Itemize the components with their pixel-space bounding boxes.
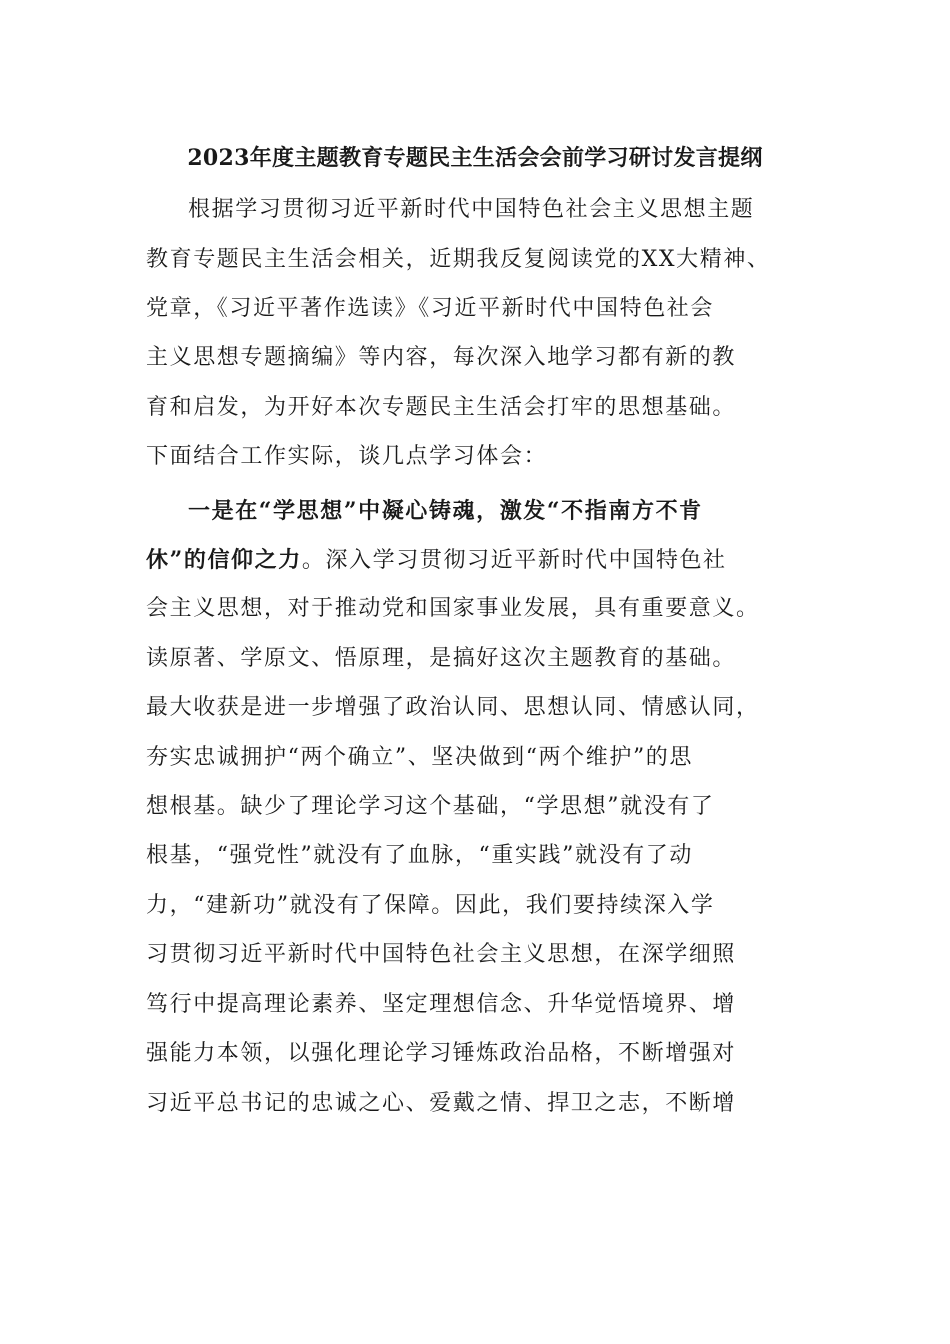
intro-line: 党章，《习近平著作选读》《习近平新时代中国特色社会 (146, 296, 715, 321)
intro-line: 根据学习贯彻习近平新时代中国特色社会主义思想主题 (188, 197, 755, 222)
intro-line: 下面结合工作实际，谈几点学习体会： (146, 444, 548, 469)
section1-heading: 一是在“学思想”中凝心铸魂，激发“不指南方不肯 (188, 498, 703, 524)
section1-body-line: 根基，“强党性”就没有了血脉，“重实践”就没有了动 (146, 843, 693, 868)
section1-body-line: 习近平总书记的忠诚之心、爱戴之情、捍卫之志，不断增 (146, 1091, 737, 1116)
section1-body-line: 会主义思想，对于推动党和国家事业发展，具有重要意义。 (146, 596, 760, 621)
section1-body-line: 读原著、学原文、悟原理，是搞好这次主题教育的基础。 (146, 646, 737, 671)
intro-line: 主义思想专题摘编》等内容，每次深入地学习都有新的教 (146, 345, 737, 370)
section1-heading-continuation (146, 540, 727, 581)
section1-body-line: 想根基。缺少了理论学习这个基础，“学思想”就没有了 (146, 794, 715, 819)
section1-body-start: 。深入学习贯彻习近平新时代中国特色社 (301, 548, 727, 573)
section1-body-line: 笃行中提高理论素养、坚定理想信念、升华觉悟境界、增 (146, 992, 737, 1017)
intro-line: 育和启发，为开好本次专题民主生活会打牢的思想基础。 (146, 395, 737, 420)
document-title: 2023年度主题教育专题民主生活会会前学习研讨发言提纲 (187, 145, 763, 171)
section1-body-line: 强能力本领，以强化理论学习锤炼政治品格，不断增强对 (146, 1041, 737, 1066)
section1-body-line: 最大收获是进一步增强了政治认同、思想认同、情感认同， (146, 695, 760, 720)
section1-heading-tail: 休”的信仰之力 (146, 547, 302, 573)
intro-line: 教育专题民主生活会相关，近期我反复阅读党的XX大精神、 (146, 247, 771, 272)
section1-body-line: 力，“建新功”就没有了保障。因此，我们要持续深入学 (146, 893, 715, 918)
section1-body-line: 习贯彻习近平新时代中国特色社会主义思想，在深学细照 (146, 942, 737, 967)
section1-body-line: 夯实忠诚拥护“两个确立”、坚决做到“两个维护”的思 (146, 745, 693, 770)
